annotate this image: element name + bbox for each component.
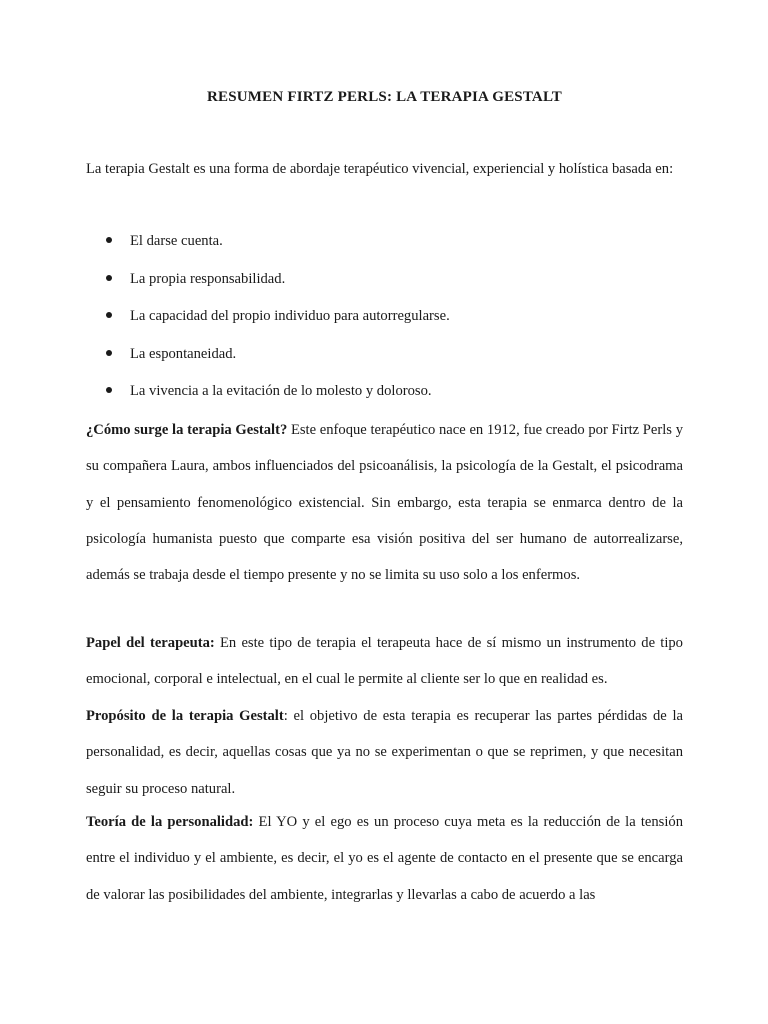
list-item: [86, 266, 683, 304]
section-text: Este enfoque terapéutico nace en 1912, fue creado por Firtz Perls y su compañera Laura, ambos influenciados del psicoanálisis, la psicología de la Gestalt, el psicodrama y el pensamiento fenomenológico existencial. Sin embargo, esta terapia se enmarca dentro de la psicología humanista puesto que comparte esa visión positiva del ser humano de autorrealizarse, además se trabaja desde el tiempo presente y no se limita su uso solo a los enfermos.: [86, 422, 683, 584]
section-text: : el objetivo de esta terapia es recuperar las partes pérdidas de la personalidad, es decir, aquellas cosas que ya no se experimentan o que se reprimen, y que necesitan seguir su proceso natural.: [86, 708, 683, 797]
section-text: El YO y el ego es un proceso cuya meta es la reducción de la tensión entre el individuo y el ambiente, es decir, el yo es el agente de contacto en el presente que se encarga de valorar las posibilidades del ambiente, integrarlas y llevarlas a cabo de acuerdo a las: [86, 814, 683, 903]
intro-paragraph: La terapia Gestalt es una forma de abordaje terapéutico vivencial, experiencial y holística basada en:: [86, 161, 674, 177]
section-heading: Papel del terapeuta:: [86, 635, 215, 651]
list-item-text: La capacidad del propio individuo para autorregularse.: [130, 308, 450, 325]
list-item: [86, 378, 683, 416]
list-item-text: La espontaneidad.: [130, 345, 237, 362]
section-heading: ¿Cómo surge la terapia Gestalt?: [86, 422, 288, 438]
section-como-surge: [86, 412, 683, 593]
document-title: RESUMEN FIRTZ PERLS: LA TERAPIA GESTALT: [206, 89, 562, 105]
section-text: En este tipo de terapia el terapeuta hace de sí mismo un instrumento de tipo emocional, corporal e intelectual, en el cual le permite al cliente ser lo que en realidad es.: [86, 635, 683, 688]
section-teoria-personalidad: [86, 804, 683, 913]
list-item: [86, 303, 683, 341]
section-papel-terapeuta: [86, 625, 683, 698]
section-heading: Teoría de la personalidad:: [86, 814, 254, 830]
list-item-text: La vivencia a la evitación de lo molesto y doloroso.: [130, 383, 432, 400]
list-item-text: El darse cuenta.: [130, 233, 223, 249]
bullet-list: [86, 228, 683, 416]
list-item: [86, 341, 683, 379]
bullet-icon: [106, 275, 112, 281]
section-heading: Propósito de la terapia Gestalt: [86, 708, 284, 724]
bullet-icon: [106, 237, 112, 243]
bullet-icon: [106, 312, 112, 318]
list-item: [86, 228, 683, 266]
list-item-text: La propia responsabilidad.: [130, 270, 286, 287]
bullet-icon: [106, 387, 112, 393]
bullet-icon: [106, 350, 112, 356]
section-proposito: [86, 698, 683, 807]
